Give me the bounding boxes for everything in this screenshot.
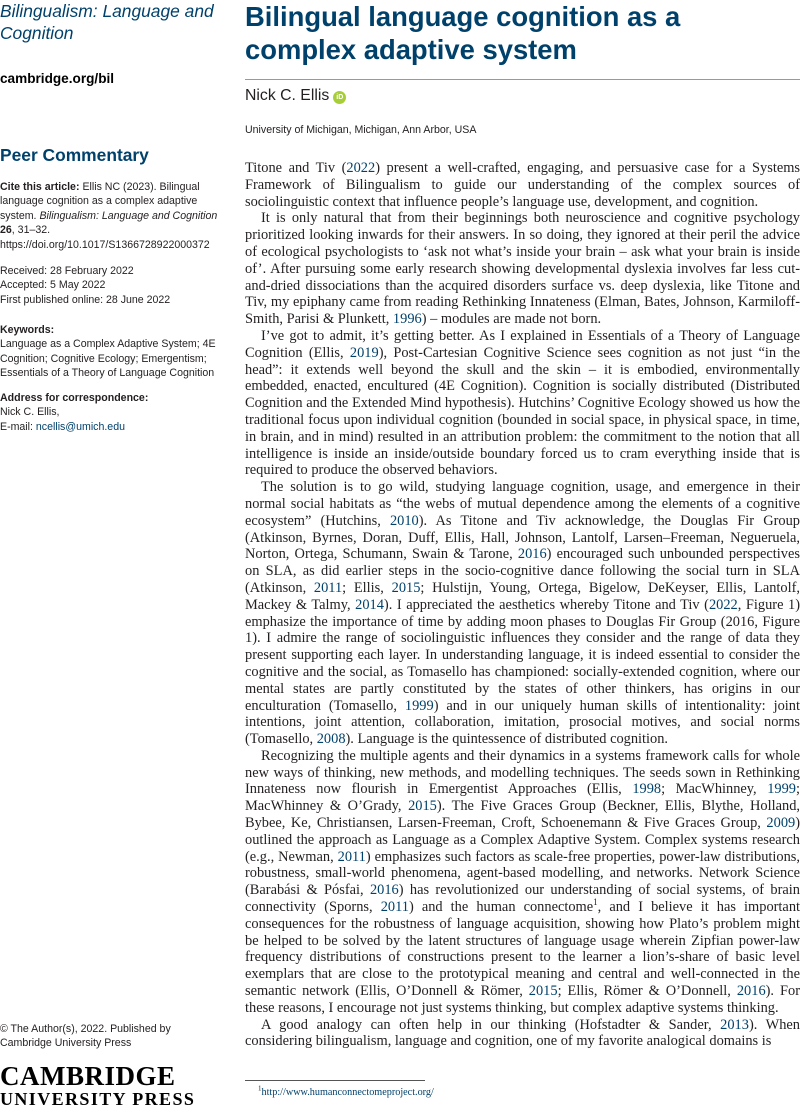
citation-year-link[interactable]: 2013 [720,1016,749,1033]
citation-year-link[interactable]: 1996 [392,311,422,328]
footnote-link[interactable]: http://www.humanconnectomeproject.org/ [261,1087,434,1098]
body-text-run: ; Hulstijn, Young, Ortega, Bigelow, DeKeyser, Ellis, Lantolf, Mackey & Talmy, [245,579,800,613]
body-text-run: The solution is to go wild, studying language cognition, usage, and emergence in their normal social habitats as “the webs of mutual dependence among the elements of a cognitive ecosystem” (Hutchins, [245,479,800,529]
email-line [0,420,222,434]
body-text-run: ) and in our uniquely human skills of intentionality: joint intentions, joint attention, collaboration, imitation, prosocial motives, and social norms (Tomasello, [245,697,800,748]
body-text-run: ) present a well-crafted, engaging, and persuasive case for a Systems Framework of Bilingualism to guide our understanding of the complex sources of sociolinguistic context that influence people’s language use, development, and cognition. [245,160,800,210]
body-text-run: ). Language is the quintessence of distributed cognition. [345,731,669,748]
body-text-run: A good analogy can often help in our thinking (Hofstadter & Sander, [261,1016,721,1033]
body-text-run: ; MacWhinney & O’Grady, [245,781,800,815]
cite-journal: Bilingualism: Language and Cognition [39,209,218,222]
citation-year-link[interactable]: 2015 [528,983,558,1000]
body-text-run: ). I appreciated the aesthetics whereby Titone and Tiv ( [383,596,709,613]
body-text-run: ) – modules are made not born. [421,311,602,328]
body-text-run: ). When considering bilingualism, language and cognition, one of my favorite analogical domains is [245,1016,800,1050]
journal-name: Bilingualism: Language and Cognition [0,1,214,43]
citation-block [0,180,222,252]
citation-year-link[interactable]: 2019 [349,344,379,361]
citation-year-link[interactable]: 2015 [408,798,437,815]
citation-year-link[interactable]: 2015 [391,579,421,596]
citation-year-link[interactable]: 2022 [708,596,738,613]
citation-year-link[interactable]: 2022 [346,160,376,176]
section-label: Peer Commentary [0,145,149,165]
orcid-icon[interactable]: iD [333,91,346,104]
keywords-list: Language as a Complex Adaptive System; 4E Cognition; Cognitive Ecology; Emergentism; Essentials of a Theory of Language Cognition [0,338,216,380]
author-name[interactable]: Nick C. Ellis [245,87,330,104]
citation-year-link[interactable]: 2016 [369,882,399,899]
body-text-run: ) emphasizes such factors as scale-free properties, power-law distributions, robustness, small-world phenomena, agent-based modelling, and networks. Network Science (Barabási & Pósfai, [245,848,800,899]
logo-line-1: CAMBRIDGE [0,1061,176,1091]
body-text-run: , Figure 1) emphasize the importance of time by adding moon phases to Douglas Fir Group (2016, Figure 1). I admire the range of sociolinguistic influences they consider and the range of data they present supporting each layer. In understanding language, it is indeed essential to consider the cognitive and the social, as Tomasello has championed: socially-extended cognition, where our mental states are partly constituted by the states of other thinkers, has origins in our enculturation (Tomasello, [245,596,800,714]
body-text-run: ). The Five Graces Group (Beckner, Ellis, Blythe, Holland, Bybee, Ke, Christiansen, Larsen-Freeman, Croft, Schoenemann & Five Graces Group, [245,798,800,832]
footnote-marker: 1 [258,1084,262,1093]
author-line [245,86,346,106]
correspondence-block [0,391,222,434]
body-text-run: ). As Titone and Tiv acknowledge, the Douglas Fir Group (Atkinson, Byrnes, Doran, Duff, Ellis, Hall, Johnson, Lantolf, Larsen–Freeman, Negueruela, Norton, Ortega, Schumann, Swain & Tarone, [245,512,800,563]
title-divider [245,79,800,80]
accepted-date: Accepted: 5 May 2022 [0,279,106,292]
citation-year-link[interactable]: 1999 [404,697,434,714]
cite-pages-doi[interactable]: , 31–32. https://doi.org/10.1017/S1366728922000372 [0,224,210,251]
footnote-divider [245,1080,425,1081]
citation-year-link[interactable]: 1998 [632,781,662,798]
article-body [245,160,800,1050]
body-text-run: ; Ellis, [342,579,392,596]
cite-authors: Ellis NC (2023). Bilingual language cognition as a complex adaptive system. [0,181,200,222]
body-paragraph [245,328,800,479]
body-paragraph [245,748,800,1017]
citation-year-link[interactable]: 2014 [355,596,384,613]
address-label: Address for correspondence: [0,392,149,404]
copyright-notice: © The Author(s), 2022. Published by Cambridge University Press [0,1023,171,1049]
logo-line-2: UNIVERSITY PRESS [0,1089,196,1109]
footnote-ref[interactable]: 1 [593,897,598,908]
keywords-label: Keywords: [0,324,55,336]
sidebar [0,0,222,1109]
cite-volume: 26 [0,224,12,237]
body-text-run: ) has revolutionized our understanding of social systems, of brain connectivity (Sporns, [245,882,800,916]
body-text-run: ) encouraged such unbounded perspectives on SLA, as did earlier steps in the socio-cognitive dance following the social turn in SLA (Atkinson, [245,546,800,596]
citation-year-link[interactable]: 2011 [380,899,409,916]
body-paragraph [245,1017,800,1051]
affiliation: University of Michigan, Michigan, Ann Arbor, USA [245,124,477,136]
body-text-run: ) and the human connectome [408,899,594,916]
title-block [245,0,800,66]
article-title: Bilingual language cognition as a complex adaptive system [245,1,681,65]
body-text-run: ) outlined the approach as Language as a Complex Adaptive System. Complex systems research (e.g., Newman, [245,815,800,865]
citation-year-link[interactable]: 2016 [736,983,766,1000]
body-paragraph [245,160,800,210]
citation-year-link[interactable]: 2009 [766,815,796,832]
body-text-run: I’ve got to admit, it’s getting better. As I explained in Essentials of a Theory of Language Cognition (Ellis, [245,327,800,361]
body-text-run: Recognizing the multiple agents and their dynamics in a systems framework calls for whole new ways of thinking, new methods, and modelling techniques. The seeds sown in Rethinking Innateness now flourish in Emergentist Approaches (Ellis, [245,747,800,798]
keywords-block [0,323,222,381]
body-text-run: Titone and Tiv ( [245,160,347,176]
received-date: Received: 28 February 2022 [0,265,134,277]
body-paragraph [245,210,800,328]
citation-year-link[interactable]: 2011 [337,848,366,865]
body-text-run: , and I believe it has important consequences for the robustness of language acquisition, showing how Plato’s problem might be helped to be solved by the latent structures of language usage wherein Zipfian power-law frequency distributions of constructions present to the learner a lion’s-share of basic level exemplars that are close to the prototypical meaning and central and well-connected in the semantic network (Ellis, O’Donnell & Römer, [245,899,800,1000]
citation-year-link[interactable]: 2016 [517,546,547,563]
citation-year-link[interactable]: 2008 [316,731,346,748]
body-text-run: ). For these reasons, I encourage not just systems thinking, but complex adaptive systems thinking. [245,983,800,1016]
body-text-run: It is only natural that from their beginnings both neuroscience and cognitive psychology prioritized looking inwards for their answers. In so doing, they ignored at their peril the advice of ecological psychologists to ‘ask not what’s inside your brain – ask what your brain is inside of’. After pursuing some early research showing developmental dyslexia involves far less cut-and-dried dissociations than the acquired disorders surface vs. deep dyslexia, like Titone and Tiv, my epiphany came from reading Rethinking Innateness (Elman, Bates, Johnson, Karmiloff-Smith, Parisi & Plunkett, [245,210,800,328]
published-date: First published online: 28 June 2022 [0,293,171,306]
footnote [258,1084,434,1098]
journal-url[interactable]: cambridge.org/bil [0,71,115,86]
email-label: E-mail: [0,420,36,433]
body-text-run: ), Post-Cartesian Cognitive Science sees cognition as not just “in the head”: it extends well beyond the skull and the skin – it is embodied, environmentally embedded, enacted, encultured (4E Cognition). Cognition is socially distributed (Distributed Cognition and the Extended Mind hypothesis). Hutchins’ Cognitive Ecology showed us how the traditional focus upon individual cognition (bounded in social space, in physical space, in time, in brain, and in mind) resulted in an attribution problem: the commitment to the notion that all intelligence is inside an inside/outside boundary forced us to cram everything inside that is required to produce the observed behaviors. [245,344,800,479]
history-dates [0,264,222,307]
citation-year-link[interactable]: 1999 [767,781,796,798]
address-name: Nick C. Ellis, [0,406,60,419]
cambridge-logo [0,1063,222,1109]
body-text-run: ; MacWhinney, [661,781,768,798]
citation-year-link[interactable]: 2010 [389,512,419,529]
body-text-run: ; Ellis, Römer & O’Donnell, [557,983,737,1000]
body-paragraph [245,479,800,748]
email-link[interactable]: ncellis@umich.edu [35,420,125,433]
cite-label: Cite this article: [0,181,80,193]
citation-year-link[interactable]: 2011 [313,579,343,596]
